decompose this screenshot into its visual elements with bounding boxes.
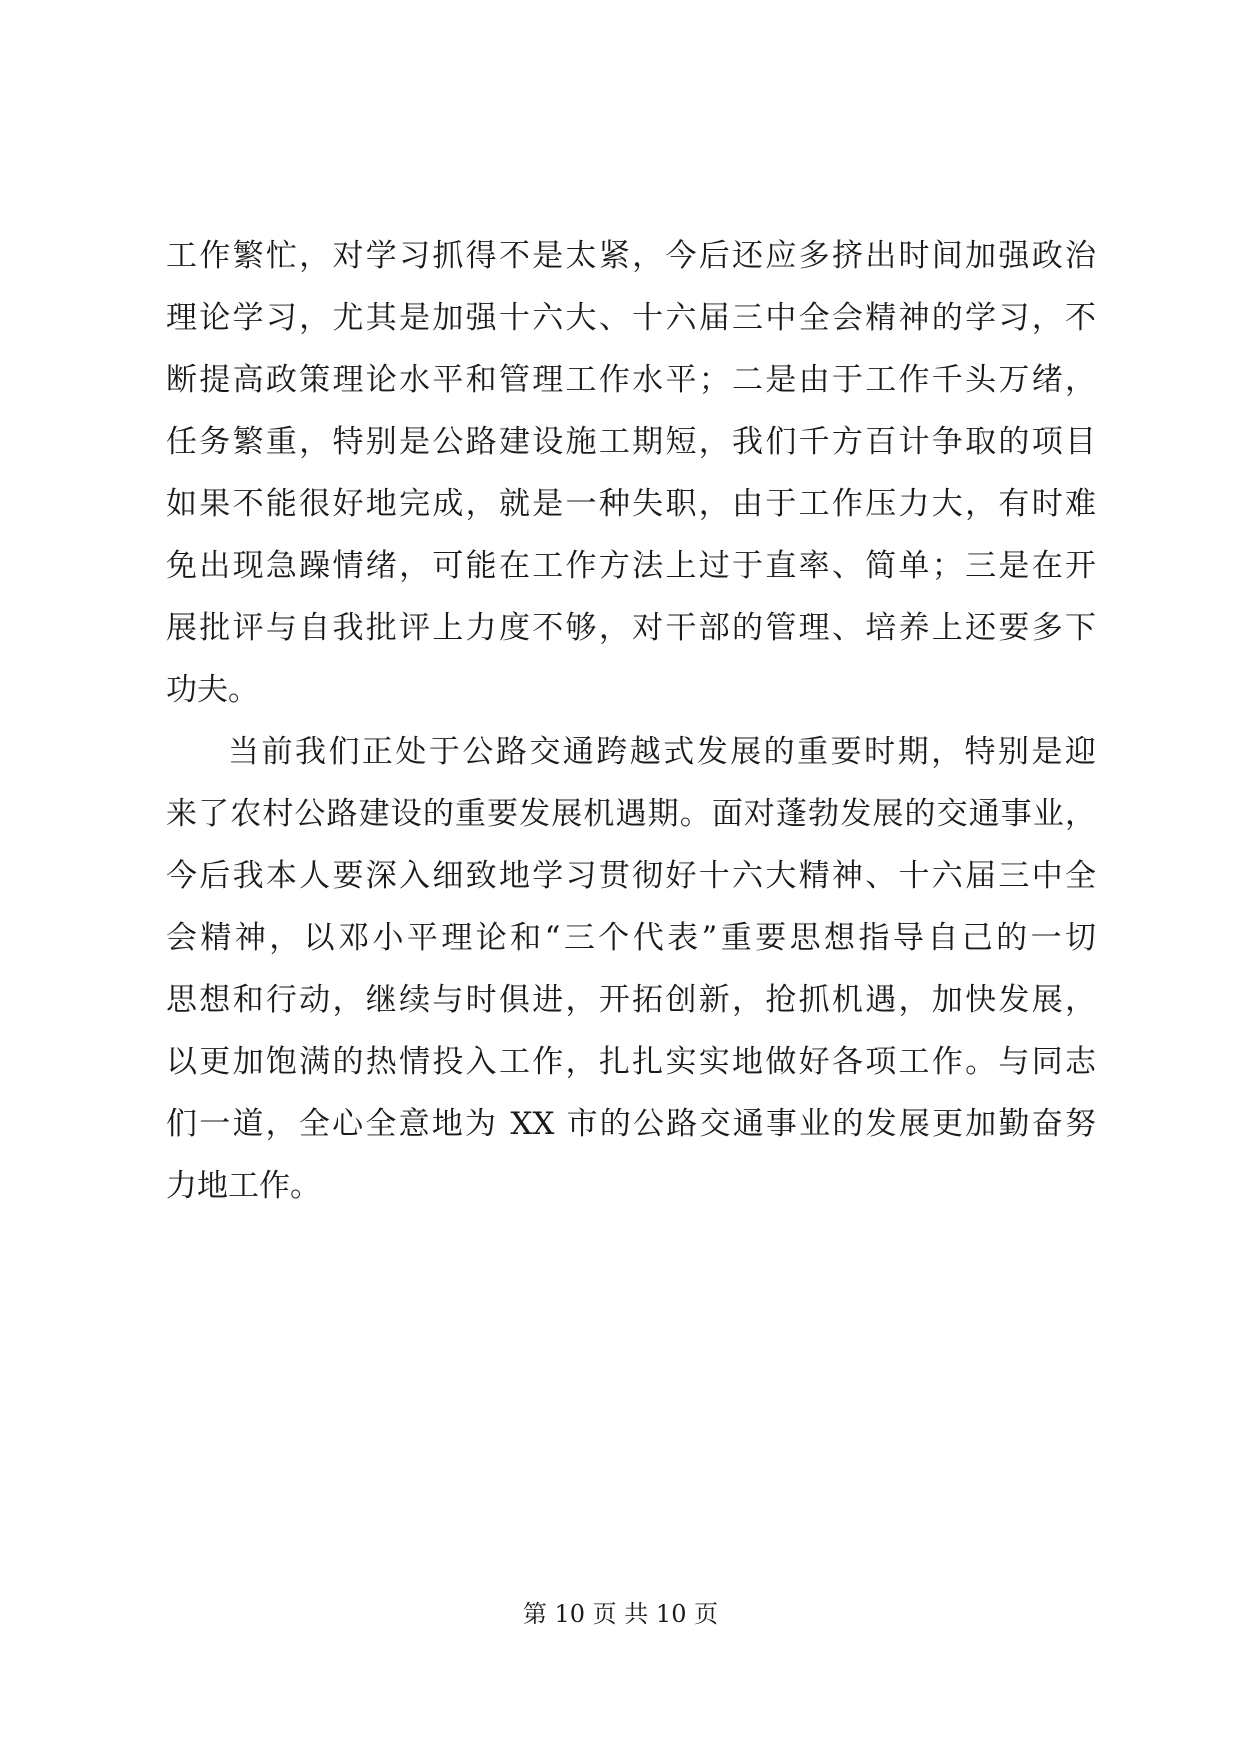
paragraph-1-line-6: 免出现急躁情绪，可能在工作方法上过于直率、简单；三是在开 [166, 548, 1096, 584]
paragraph-1-line-5: 如果不能很好地完成，就是一种失职，由于工作压力大，有时难 [166, 486, 1096, 522]
paragraph-1-line-8: 功夫。 [166, 672, 259, 708]
page-number-footer: 第 10 页 共 10 页 [522, 1600, 719, 1628]
paragraph-2-line-4: 会精神，以邓小平理论和“三个代表”重要思想指导自己的一切 [166, 920, 1096, 956]
paragraph-2-line-5: 思想和行动，继续与时俱进，开拓创新，抢抓机遇，加快发展， [166, 982, 1096, 1018]
paragraph-1-line-2: 理论学习，尤其是加强十六大、十六届三中全会精神的学习，不 [166, 300, 1096, 336]
paragraph-2-line-2: 来了农村公路建设的重要发展机遇期。面对蓬勃发展的交通事业， [166, 796, 1096, 832]
paragraph-2-line-7: 们一道，全心全意地为 XX 市的公路交通事业的发展更加勤奋努 [166, 1106, 1096, 1142]
body-text [166, 225, 1096, 1217]
paragraph-1-line-1: 工作繁忙，对学习抓得不是太紧，今后还应多挤出时间加强政治 [166, 238, 1096, 274]
paragraph-1-line-7: 展批评与自我批评上力度不够，对干部的管理、培养上还要多下 [166, 610, 1096, 646]
paragraph-2-line-8: 力地工作。 [166, 1168, 321, 1204]
paragraph-1-line-4: 任务繁重，特别是公路建设施工期短，我们千方百计争取的项目 [166, 424, 1096, 460]
paragraph-2-line-3: 今后我本人要深入细致地学习贯彻好十六大精神、十六届三中全 [166, 858, 1096, 894]
paragraph-1-line-3: 断提高政策理论水平和管理工作水平；二是由于工作千头万绪， [166, 362, 1096, 398]
paragraph-2-line-1: 当前我们正处于公路交通跨越式发展的重要时期，特别是迎 [228, 734, 1096, 770]
paragraph-2-line-6: 以更加饱满的热情投入工作，扎扎实实地做好各项工作。与同志 [166, 1044, 1096, 1080]
